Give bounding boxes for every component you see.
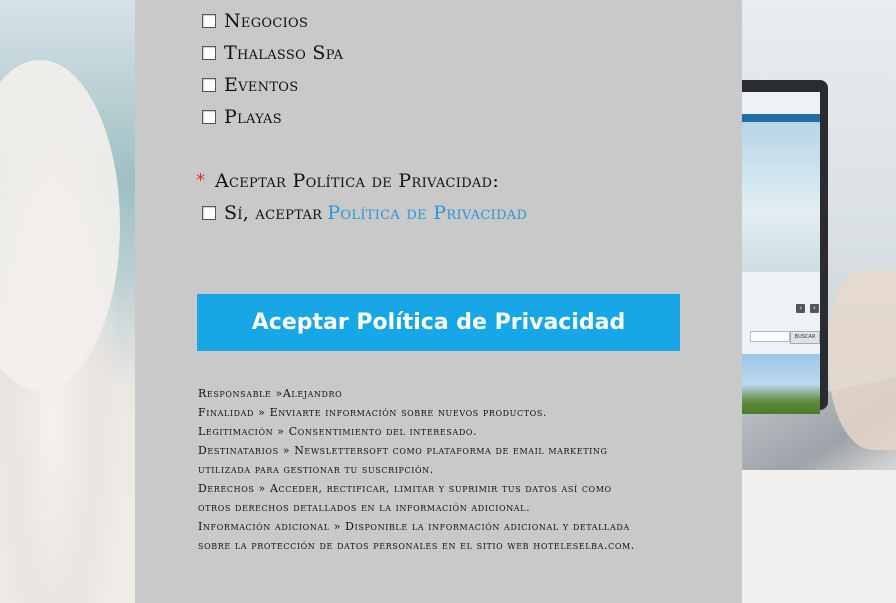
background-photo-left — [0, 0, 135, 603]
legal-info — [198, 384, 698, 555]
privacy-checkbox[interactable] — [202, 206, 216, 220]
chevron-right-icon: › — [810, 304, 819, 313]
legal-line: otros derechos detallados en la información adicional. — [198, 501, 531, 514]
privacy-accept-label: Sí, aceptar — [224, 202, 323, 224]
legal-line: Derechos » Acceder, rectificar, limitar y suprimir tus datos así como — [198, 482, 612, 495]
category-checkbox[interactable] — [202, 46, 216, 60]
legal-line: Legitimación » Consentimiento del interesado. — [198, 425, 478, 438]
category-option-playas[interactable] — [202, 104, 282, 130]
category-option-eventos[interactable] — [202, 72, 298, 98]
background-blur-shape — [0, 60, 120, 390]
background-photo-right — [742, 0, 896, 603]
privacy-accept-option[interactable] — [202, 200, 527, 226]
laptop-website-nav — [742, 114, 820, 122]
laptop-website — [742, 92, 820, 392]
category-checkbox[interactable] — [202, 110, 216, 124]
category-label: Thalasso Spa — [224, 42, 344, 64]
laptop-search-input — [750, 331, 790, 342]
privacy-policy-link[interactable]: Política de Privacidad — [327, 202, 528, 224]
category-option-negocios[interactable] — [202, 8, 308, 34]
accept-privacy-submit-button[interactable]: Aceptar Política de Privacidad — [197, 294, 680, 351]
laptop-screen — [742, 80, 828, 410]
legal-line: utilizada para gestionar tu suscripción. — [198, 463, 434, 476]
laptop-website-hero — [742, 122, 820, 272]
chevron-left-icon: ‹ — [796, 304, 805, 313]
legal-line: Destinatarios » Newslettersoft como plataforma de email marketing — [198, 444, 608, 457]
legal-line: Responsable »Alejandro — [198, 387, 343, 400]
legal-line: sobre la protección de datos personales en el sitio web hoteleselba.com. — [198, 539, 635, 552]
privacy-field-label: Aceptar Política de Privacidad: — [215, 170, 500, 192]
category-checkbox[interactable] — [202, 78, 216, 92]
category-label: Playas — [224, 106, 282, 128]
legal-line: Información adicional » Disponible la información adicional y detallada — [198, 520, 630, 533]
required-marker: * — [196, 170, 205, 191]
legal-line: Finalidad » Enviarte información sobre nuevos productos. — [198, 406, 548, 419]
laptop-website-photo — [742, 354, 820, 414]
category-label: Negocios — [224, 10, 309, 32]
category-checkbox[interactable] — [202, 14, 216, 28]
laptop-search-button: BUSCAR — [790, 331, 820, 344]
laptop-surface — [742, 470, 896, 603]
category-label: Eventos — [224, 74, 299, 96]
category-option-thalasso-spa[interactable] — [202, 40, 343, 66]
